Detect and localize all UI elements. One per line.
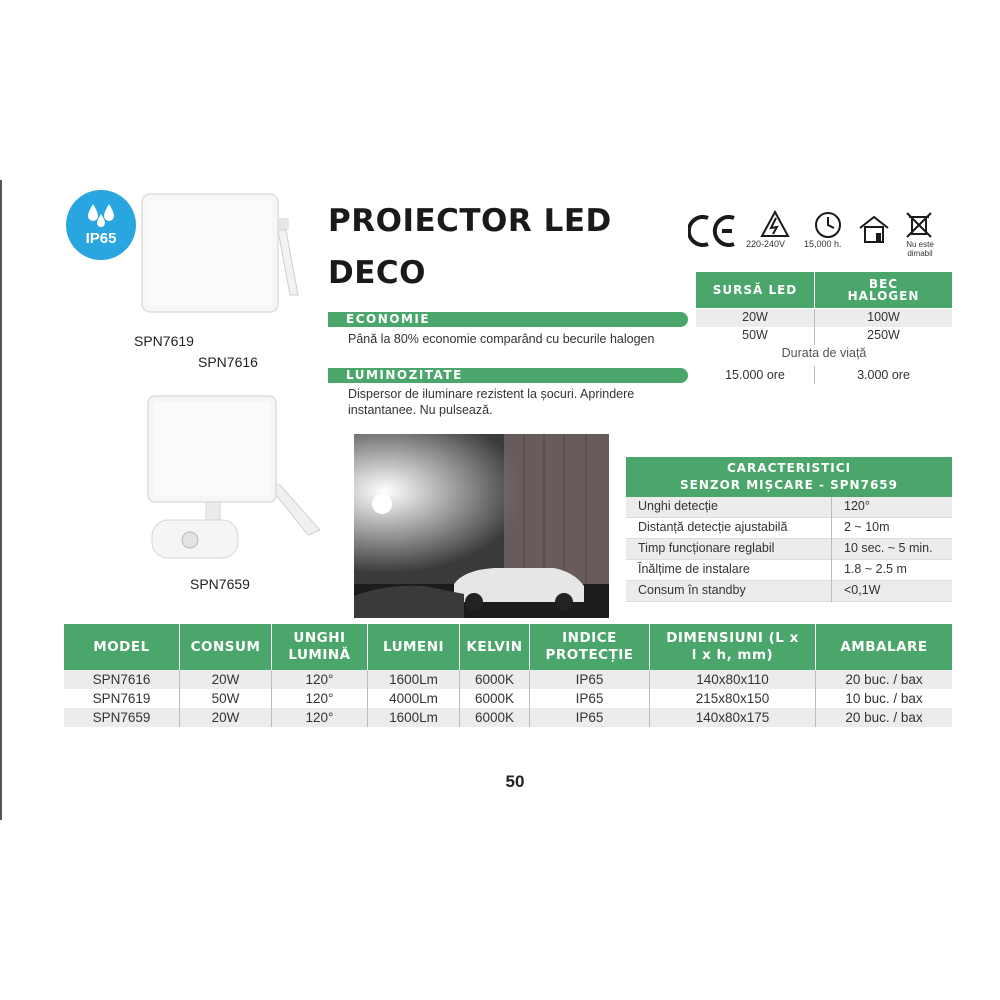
sensor-row-label: Distanță detecție ajustabilă [638, 520, 788, 534]
sensor-heading-line2: SENZOR MIȘCARE - SPN7659 [680, 478, 898, 492]
table-cell: 120° [272, 689, 368, 708]
table-cell: 215x80x150 [650, 689, 816, 708]
water-drops-icon [66, 190, 136, 260]
comparison-led-value: 20W [742, 310, 768, 324]
page-edge-rule [0, 180, 2, 820]
sensor-row-value: 10 sec. ~ 5 min. [844, 541, 933, 555]
ip65-badge [66, 190, 136, 260]
sensor-characteristics-heading [626, 457, 952, 497]
table-cell: IP65 [530, 689, 650, 708]
page-number: 50 [505, 772, 525, 791]
sensor-row-label: Înălțime de instalare [638, 562, 750, 576]
certification-icons [688, 210, 952, 270]
dimmer-caption-line2: dimabil [907, 249, 933, 258]
voltage-caption: 220-240V [746, 239, 786, 249]
table-cell: IP65 [530, 708, 650, 727]
comparison-header-led: SURSĂ LED [696, 272, 814, 308]
sensor-row-value: 1.8 ~ 2.5 m [844, 562, 907, 576]
lifetime-label: Durata de viață [781, 346, 867, 360]
table-cell: 6000K [460, 708, 530, 727]
table-cell: IP65 [530, 670, 650, 689]
page-title-line1: PROIECTOR LED [328, 203, 612, 239]
column-header: CONSUM [180, 624, 272, 670]
table-cell: 120° [272, 708, 368, 727]
indoor-house-icon [858, 214, 890, 244]
clock-icon [813, 210, 843, 240]
comparison-led-value: 50W [742, 328, 768, 342]
ip65-badge-label: IP65 [85, 230, 117, 247]
column-header: DIMENSIUNI (L x l x h, mm) [650, 624, 816, 670]
table-cell: 4000Lm [368, 689, 460, 708]
sensor-row-label: Timp funcționare reglabil [638, 541, 775, 555]
high-voltage-icon [760, 210, 790, 238]
table-cell: 140x80x110 [650, 670, 816, 689]
economie-heading: ECONOMIE [328, 312, 688, 327]
table-header [64, 624, 952, 670]
sensor-row-label: Unghi detecție [638, 499, 718, 513]
luminozitate-text: Dispersor de iluminare rezistent la șocuri. Aprindere instantanee. Nu pulsează. [348, 387, 635, 417]
column-header: MODEL [64, 624, 180, 670]
table-cell: 20 buc. / bax [845, 672, 923, 687]
sensor-row [626, 560, 952, 581]
hours-caption: 15,000 h. [804, 239, 842, 249]
table-cell: 20W [180, 670, 272, 689]
column-header: UNGHI LUMINĂ [272, 624, 368, 670]
table-cell: 120° [272, 670, 368, 689]
table-cell: 1600Lm [368, 670, 460, 689]
table-row [64, 708, 952, 727]
table-row [64, 689, 952, 708]
table-cell: 140x80x175 [650, 708, 816, 727]
table-cell: SPN7616 [64, 670, 180, 689]
table-cell: 20W [180, 708, 272, 727]
lifetime-led: 15.000 ore [725, 368, 785, 382]
sensor-table-divider [831, 497, 832, 602]
comparison-halogen-value: 250W [867, 328, 900, 342]
comparison-header-halogen: BEC HALOGEN [815, 272, 952, 308]
column-header: AMBALARE [840, 638, 928, 655]
sensor-row [626, 539, 952, 560]
table-cell: 20 buc. / bax [845, 710, 923, 725]
dimmer-caption-line1: Nu este [906, 240, 934, 249]
table-cell: SPN7659 [64, 708, 180, 727]
sensor-row-label: Consum în standby [638, 583, 746, 597]
sensor-heading-line1: CARACTERISTICI [726, 461, 852, 475]
sensor-row-value: 2 ~ 10m [844, 520, 890, 534]
product-label-spn7619: SPN7619 [134, 333, 194, 349]
application-photo [354, 434, 609, 618]
sensor-row [626, 497, 952, 518]
page-title-line2: DECO [328, 255, 427, 291]
table-cell: 1600Lm [368, 708, 460, 727]
table-cell: 10 buc. / bax [845, 691, 923, 706]
comparison-divider [814, 309, 815, 345]
ce-mark-icon [688, 214, 740, 248]
column-header: LUMENI [368, 624, 460, 670]
sensor-row-value: <0,1W [844, 583, 881, 597]
table-cell: SPN7619 [64, 689, 180, 708]
table-cell: 6000K [460, 689, 530, 708]
table-cell: 6000K [460, 670, 530, 689]
lifetime-halogen: 3.000 ore [857, 368, 910, 382]
comparison-halogen-value: 100W [867, 310, 900, 324]
floodlight-product-image [140, 190, 300, 320]
economie-text: Până la 80% economie comparând cu becurile halogen [348, 332, 655, 346]
no-dimmer-bin-icon [904, 210, 934, 240]
sensor-row [626, 581, 952, 602]
comparison-row [696, 327, 952, 345]
column-header: INDICE PROTECȚIE [530, 624, 650, 670]
luminozitate-heading: LUMINOZITATE [328, 368, 688, 383]
table-cell: 50W [180, 689, 272, 708]
dimmer-caption [898, 240, 942, 258]
floodlight-sensor-product-image [140, 390, 325, 575]
product-label-spn7616: SPN7616 [198, 354, 258, 370]
sensor-row-value: 120° [844, 499, 870, 513]
column-header: KELVIN [460, 624, 530, 670]
product-label-spn7659: SPN7659 [190, 576, 250, 592]
comparison-row [696, 309, 952, 327]
sensor-row [626, 518, 952, 539]
table-row [64, 670, 952, 689]
